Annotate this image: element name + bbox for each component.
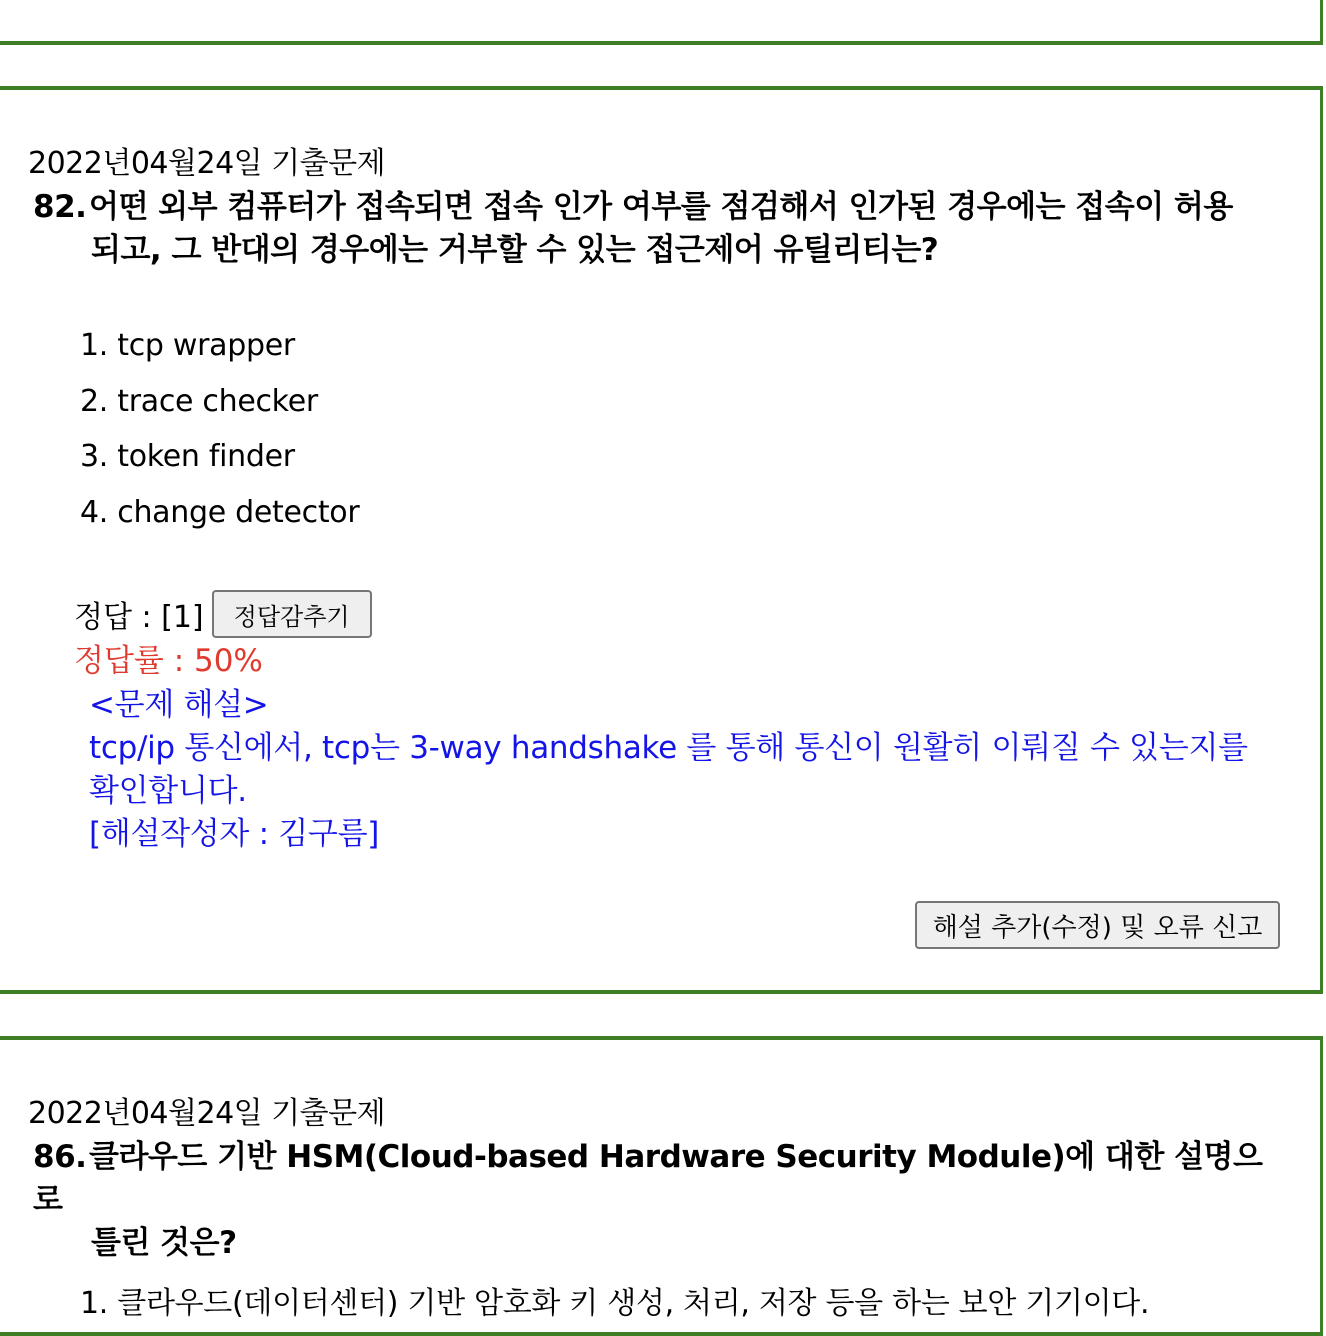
question-text-line1: 어떤 외부 컴퓨터가 접속되면 접속 인가 여부를 점검해서 인가된 경우에는 접속이 허용 — [89, 189, 1233, 225]
report-error-button[interactable]: 해설 추가(수정) 및 오류 신고 — [915, 901, 1280, 949]
exam-date: 2022년04월24일 기출문제 — [28, 146, 386, 181]
explanation — [89, 684, 1269, 856]
question-card-86 — [0, 1036, 1323, 1336]
explanation-line1: tcp/ip 통신에서, tcp는 3-way handshake 를 통해 통신이 원활히 이뤄질 수 있는지를 — [89, 730, 1248, 766]
explanation-heading: <문제 해설> — [89, 687, 269, 723]
answer-row — [74, 590, 372, 638]
question-number: 82. — [33, 189, 87, 225]
question-title — [33, 1136, 1268, 1265]
previous-question-card — [0, 0, 1323, 45]
correct-rate: 정답률 : 50% — [74, 643, 263, 679]
explanation-author: [해설작성자 : 김구름] — [89, 816, 380, 852]
question-text-line2: 틀린 것은? — [91, 1225, 237, 1261]
question-text-line2: 되고, 그 반대의 경우에는 거부할 수 있는 접근제어 유틸리티는? — [91, 232, 939, 268]
question-card-82 — [0, 86, 1323, 994]
option-1[interactable]: 1. tcp wrapper — [80, 328, 295, 363]
question-number: 86. — [33, 1139, 87, 1175]
option-1[interactable]: 1. 클라우드(데이터센터) 기반 암호화 키 생성, 처리, 저장 등을 하는 보안 기기이다. — [80, 1286, 1150, 1321]
option-4[interactable]: 4. change detector — [80, 495, 360, 530]
question-title — [33, 186, 1268, 272]
explanation-line2: 확인합니다. — [89, 773, 247, 809]
exam-date: 2022년04월24일 기출문제 — [28, 1096, 386, 1131]
option-2[interactable]: 2. trace checker — [80, 384, 318, 419]
answer-text: 정답 : [1] — [74, 600, 204, 635]
hide-answer-button[interactable]: 정답감추기 — [212, 590, 372, 638]
question-text-line1: 클라우드 기반 HSM(Cloud-based Hardware Security Module)에 대한 설명으로 — [33, 1139, 1263, 1218]
option-3[interactable]: 3. token finder — [80, 439, 295, 474]
